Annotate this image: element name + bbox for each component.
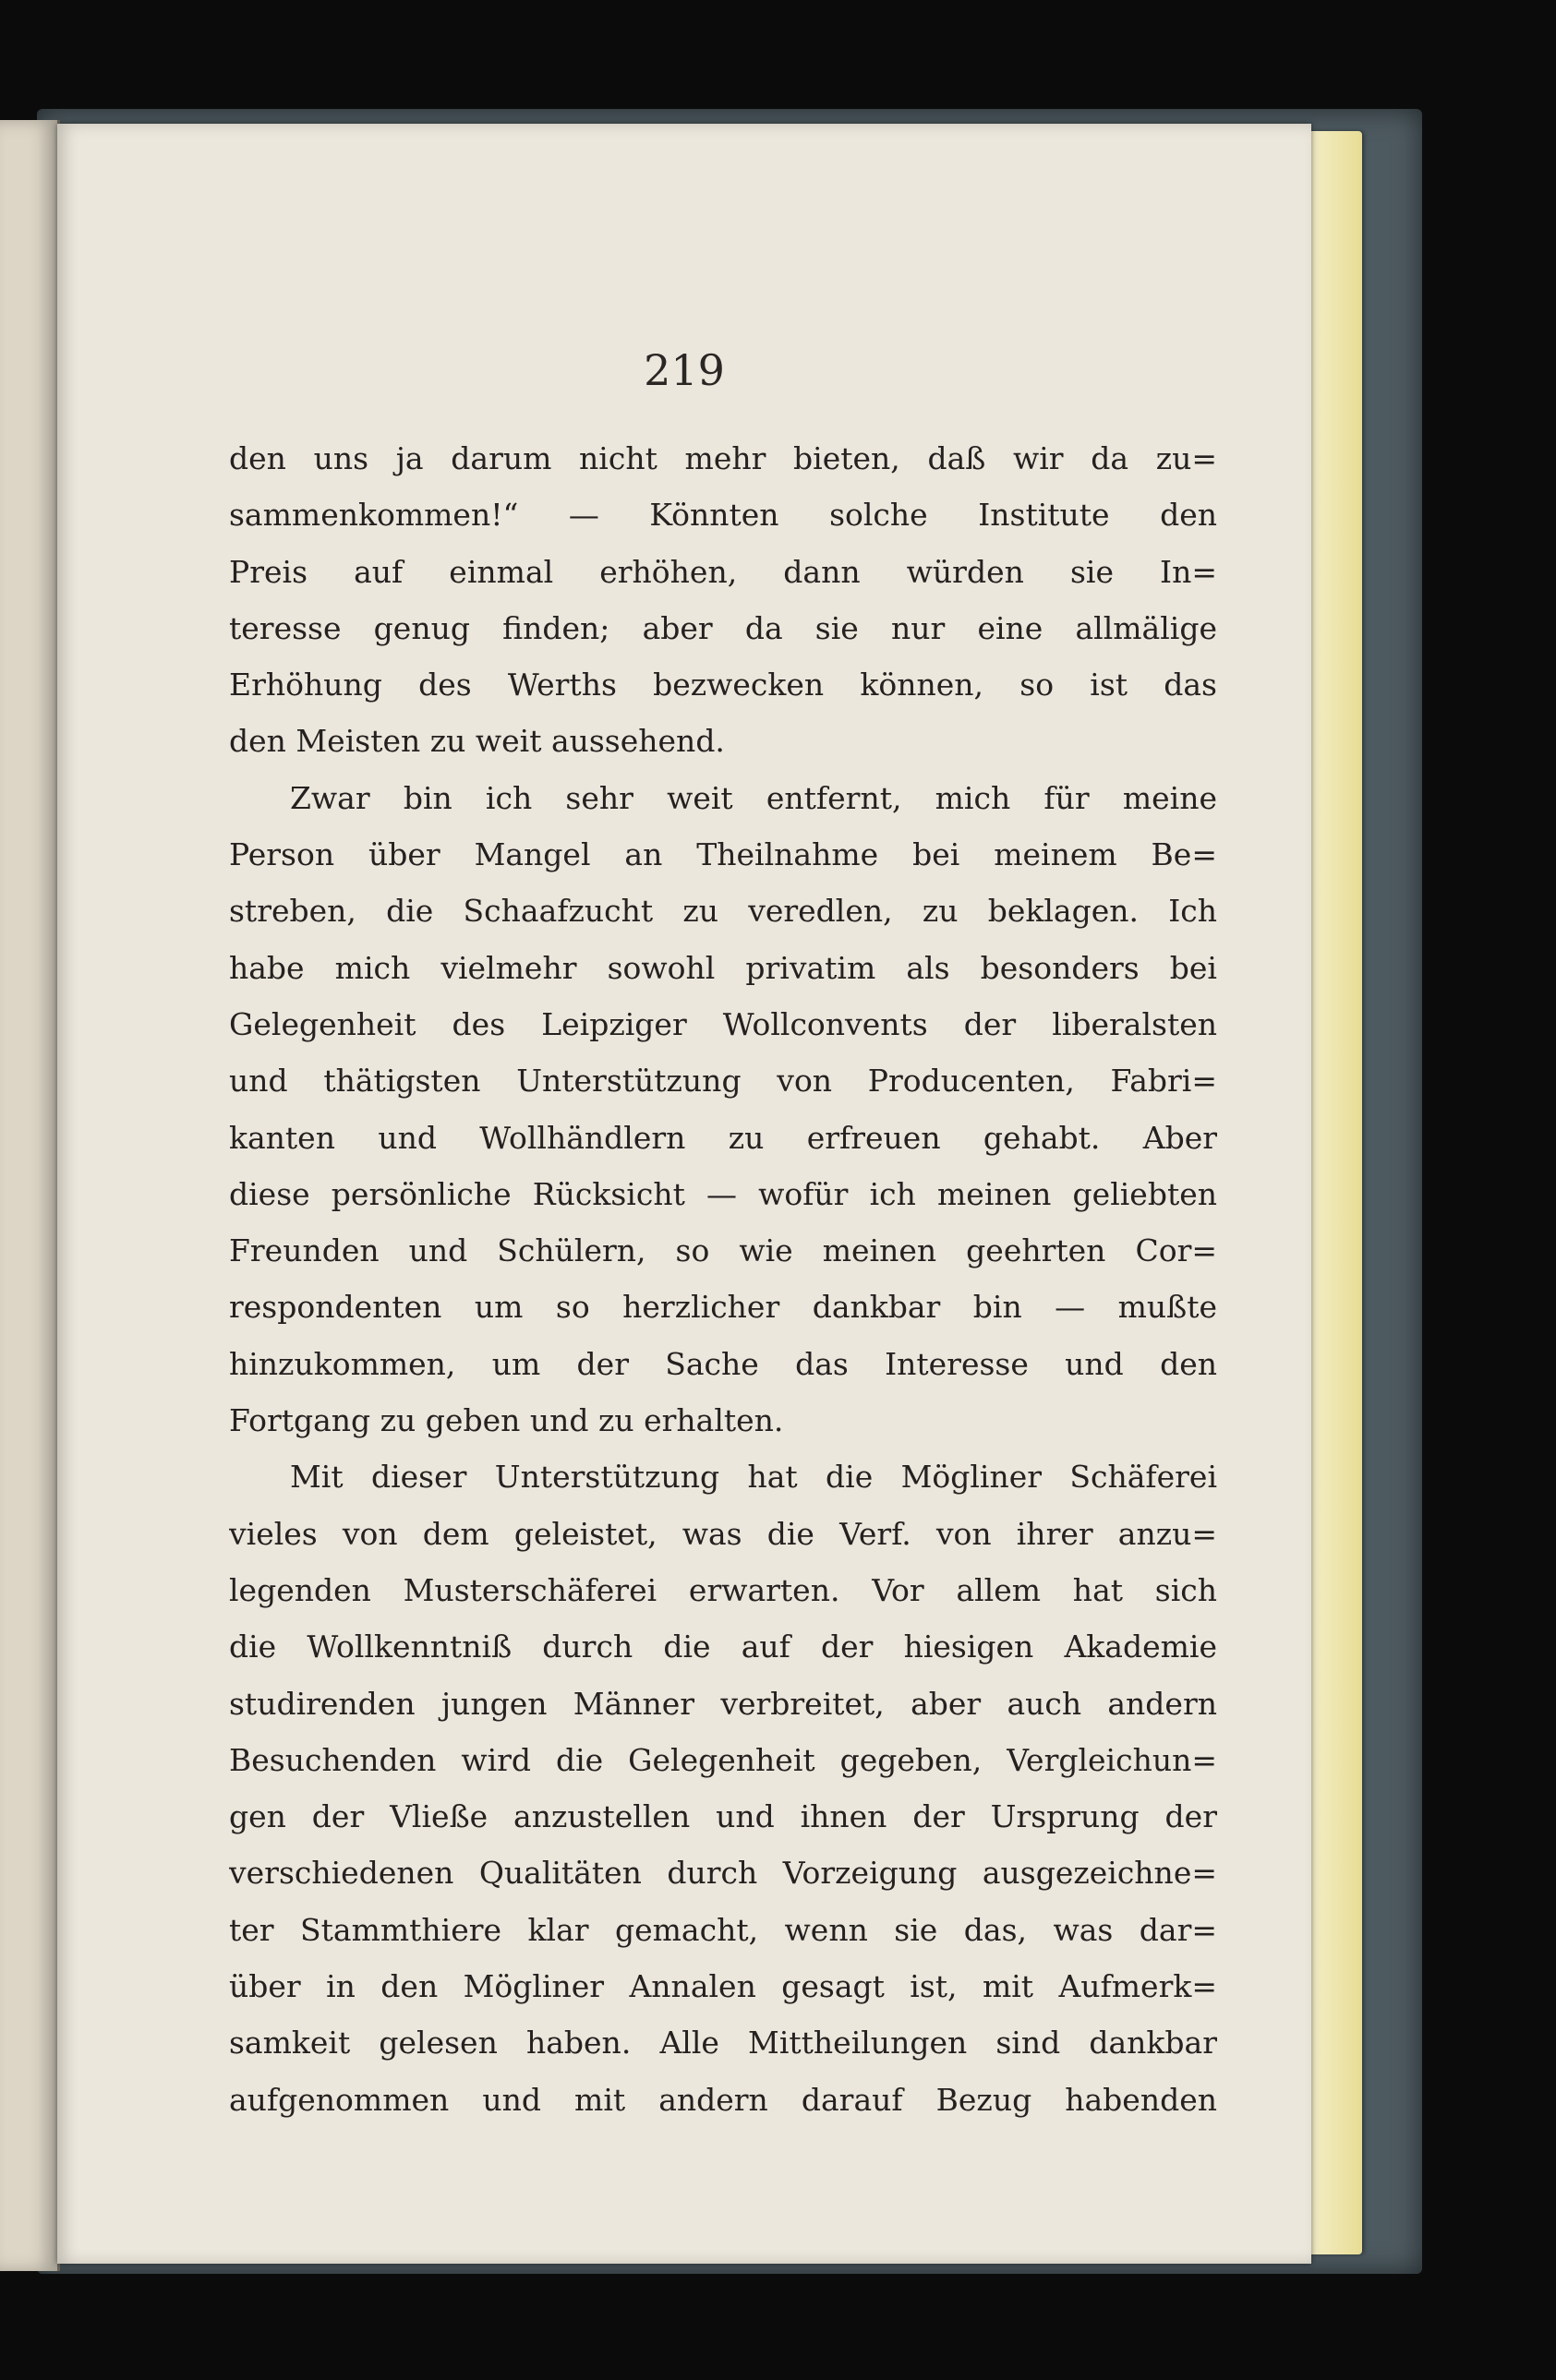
text-line: Mit dieser Unterstützung hat die Mögliner Schäferei — [290, 1459, 1217, 1496]
text-line: teresse genug finden; aber da sie nur eine allmälige — [229, 609, 1217, 646]
text-line: Person über Mangel an Theilnahme bei meinem Be= — [229, 836, 1217, 873]
text-line: kanten und Wollhändlern zu erfreuen gehabt. Aber — [229, 1119, 1217, 1156]
text-line: respondenten um so herzlicher dankbar bin — mußte — [229, 1289, 1217, 1326]
book-page — [57, 124, 1311, 2264]
text-line: vieles von dem geleistet, was die Verf. von ihrer anzu= — [229, 1515, 1217, 1552]
text-line: legenden Musterschäferei erwarten. Vor allem hat sich — [229, 1571, 1217, 1608]
text-line: Zwar bin ich sehr weit entfernt, mich für meine — [290, 779, 1217, 816]
text-line: die Wollkenntniß durch die auf der hiesigen Akademie — [229, 1629, 1217, 1665]
text-line: Fortgang zu geben und zu erhalten. — [229, 1402, 784, 1439]
text-line: Preis auf einmal erhöhen, dann würden sie In= — [229, 553, 1217, 590]
text-line: aufgenommen und mit andern darauf Bezug habenden — [229, 2081, 1217, 2118]
text-line: den uns ja darum nicht mehr bieten, daß wir da zu= — [229, 440, 1217, 476]
text-line: und thätigsten Unterstützung von Producenten, Fabri= — [229, 1063, 1217, 1100]
text-line: habe mich vielmehr sowohl privatim als besonders bei — [229, 949, 1217, 986]
text-line: samkeit gelesen haben. Alle Mittheilungen sind dankbar — [229, 2025, 1217, 2061]
facing-page-edge — [0, 120, 60, 2271]
text-line: Erhöhung des Werths bezwecken können, so ist das — [229, 667, 1217, 703]
text-line: sammenkommen!“ — Könnten solche Institute den — [229, 497, 1217, 534]
text-line: studirenden jungen Männer verbreitet, aber auch andern — [229, 1685, 1217, 1722]
page-number: 219 — [644, 345, 725, 395]
text-line: Gelegenheit des Leipziger Wollconvents der liberalsten — [229, 1005, 1217, 1042]
text-line: gen der Vließe anzustellen und ihnen der Ursprung der — [229, 1798, 1217, 1835]
text-line: ter Stammthiere klar gemacht, wenn sie das, was dar= — [229, 1911, 1217, 1948]
text-line: diese persönliche Rücksicht — wofür ich meinen geliebten — [229, 1175, 1217, 1212]
text-line: Besuchenden wird die Gelegenheit gegeben, Vergleichun= — [229, 1741, 1217, 1778]
text-line: Freunden und Schülern, so wie meinen geehrten Cor= — [229, 1232, 1217, 1269]
text-line: hinzukommen, um der Sache das Interesse und den — [229, 1345, 1217, 1382]
text-line: den Meisten zu weit aussehend. — [229, 723, 725, 760]
text-line: streben, die Schaafzucht zu veredlen, zu beklagen. Ich — [229, 893, 1217, 930]
text-line: verschiedenen Qualitäten durch Vorzeigung ausgezeichne= — [229, 1855, 1217, 1892]
text-line: über in den Mögliner Annalen gesagt ist, mit Aufmerk= — [229, 1968, 1217, 2005]
body-text — [229, 430, 1217, 2128]
